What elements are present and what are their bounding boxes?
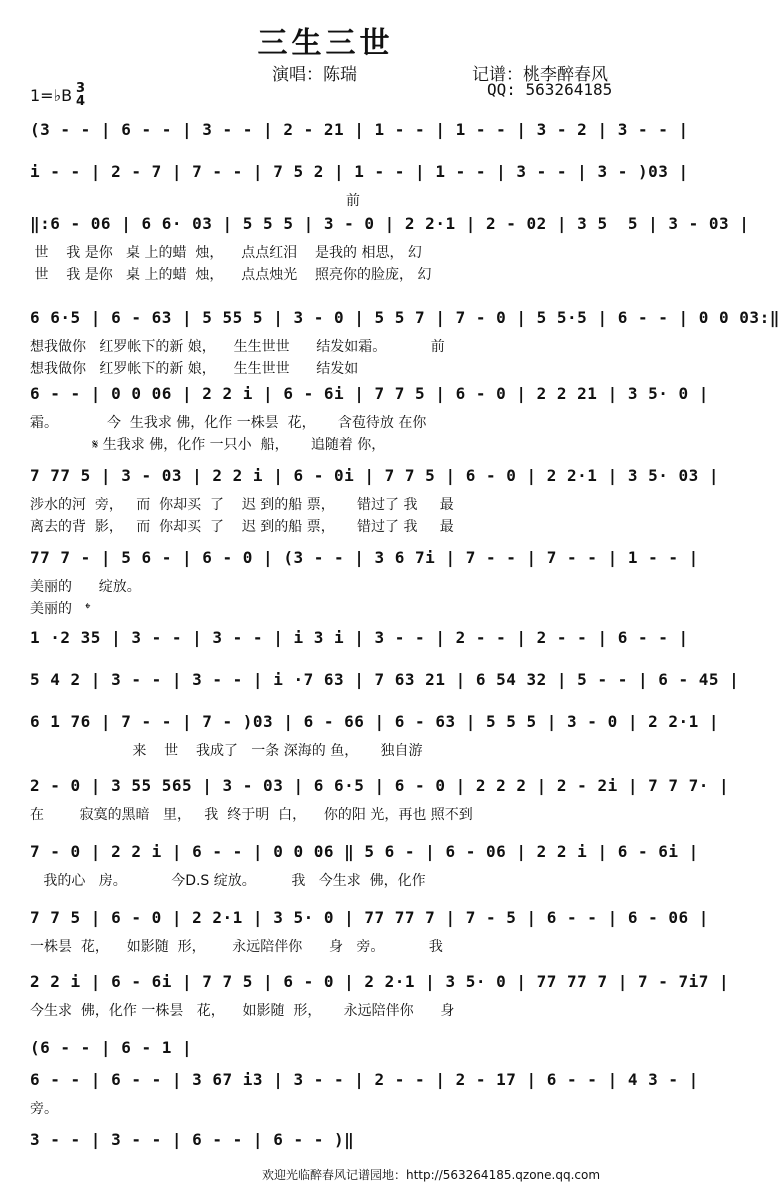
notation-line: 6 - - | 6 - - | 3 67 i3 | 3 - - | 2 - - | 2 - 17 | 6 - - | 4 3 - |	[30, 1070, 699, 1089]
footer-website: 欢迎光临醉春风记谱园地：http://563264185.qzone.qq.com	[262, 1168, 601, 1182]
lyric-line-1: 涉水的河 旁， 而 你却买 了 迟 到的船 票， 错过了 我 最	[30, 497, 454, 513]
notation-line: 6 - - | 0 0 06 | 2 2 i | 6 - 6i | 7 7 5 | 6 - 0 | 2 2 21 | 3 5· 0 |	[30, 384, 709, 403]
notation-line: 2 - 0 | 3 55 565 | 3 - 03 | 6 6·5 | 6 - 0 | 2 2 2 | 2 - 2i | 7 7 7· |	[30, 776, 730, 795]
lyric-line-2: 离去的背 影， 而 你却买 了 迟 到的船 票， 错过了 我 最	[30, 519, 454, 535]
notation-line: ‖:6 - 06 | 6 6· 03 | 5 5 5 | 3 - 0 | 2 2·1 | 2 - 02 | 3 5 5 | 3 - 03 |	[30, 214, 750, 233]
lyric-line-1: 霜。 今 生我求 佛，化作 一株昙 花， 含苞待放 在你	[30, 415, 427, 431]
notation-line: 7 - 0 | 2 2 i | 6 - - | 0 0 06 ‖ 5 6 - | 6 - 06 | 2 2 i | 6 - 6i |	[30, 842, 699, 861]
notation-line: 6 1 76 | 7 - - | 7 - )03 | 6 - 66 | 6 - 63 | 5 5 5 | 3 - 0 | 2 2·1 |	[30, 712, 720, 731]
notation-line: 7 77 5 | 3 - 03 | 2 2 i | 6 - 0i | 7 7 5 | 6 - 0 | 2 2·1 | 3 5· 03 |	[30, 466, 720, 485]
notation-line: i - - | 2 - 7 | 7 - - | 7 5 2 | 1 - - | 1 - - | 3 - - | 3 - )03 |	[30, 162, 689, 181]
key-signature: 1=♭B	[30, 86, 73, 105]
lyric-line-1: 我的心 房。 今D.S 绽放。 我 今生求 佛，化作	[30, 873, 426, 889]
lyric-line-1: 世 我 是你 桌 上的蜡 烛， 点点红泪 是我的 相思， 幻	[30, 245, 422, 261]
lyric-line-1: 美丽的 绽放。	[30, 579, 141, 595]
lyric-line-1: 旁。	[30, 1101, 58, 1117]
notation-line: 7 7 5 | 6 - 0 | 2 2·1 | 3 5· 0 | 77 77 7 | 7 - 5 | 6 - - | 6 - 06 |	[30, 908, 709, 927]
time-signature-bottom: 4	[76, 94, 86, 109]
lyric-line-1: 想我做你 红罗帐下的新 娘， 生生世世 结发如霜。 前	[30, 339, 445, 355]
notation-line: 2 2 i | 6 - 6i | 7 7 5 | 6 - 0 | 2 2·1 | 3 5· 0 | 77 77 7 | 7 - 7i7 |	[30, 972, 730, 991]
lyric-line-1: 前	[30, 193, 360, 209]
lyric-line-2: 美丽的 𝄌	[30, 601, 91, 617]
notation-line: 1 ·2 35 | 3 - - | 3 - - | i 3 i | 3 - - | 2 - - | 2 - - | 6 - - |	[30, 628, 689, 647]
lyric-line-1: 一株昙 花， 如影随 形， 永远陪伴你 身 旁。 我	[30, 939, 443, 955]
notation-line: (3 - - | 6 - - | 3 - - | 2 - 21 | 1 - - | 1 - - | 3 - 2 | 3 - - |	[30, 120, 689, 139]
singer-credit: 演唱：陈瑞	[272, 65, 357, 85]
lyric-line-1: 今生求 佛，化作 一株昙 花， 如影随 形， 永远陪伴你 身	[30, 1003, 455, 1019]
qq-number: QQ: 563264185	[487, 80, 613, 99]
notation-line: 3 - - | 3 - - | 6 - - | 6 - - )‖	[30, 1130, 355, 1149]
lyric-line-1: 在 寂寞的黑暗 里， 我 终于明 白， 你的阳 光，再也 照不到	[30, 807, 473, 823]
time-signature	[76, 82, 85, 108]
lyric-line-2: 𝄋 生我求 佛，化作 一只小 船， 追随着 你，	[30, 437, 386, 453]
lyric-line-2: 世 我 是你 桌 上的蜡 烛， 点点烛光 照亮你的脸庞， 幻	[30, 267, 432, 283]
notation-line: (6 - - | 6 - 1 |	[30, 1038, 193, 1057]
lyric-line-2: 想我做你 红罗帐下的新 娘， 生生世世 结发如	[30, 361, 359, 377]
transcriber-credit: 记谱：桃李醉春风	[472, 65, 608, 85]
song-title: 三生三世	[257, 26, 394, 61]
time-signature-top: 3	[76, 81, 86, 96]
notation-line: 6 6·5 | 6 - 63 | 5 55 5 | 3 - 0 | 5 5 7 | 7 - 0 | 5 5·5 | 6 - - | 0 0 03:‖	[30, 308, 780, 327]
notation-line: 77 7 - | 5 6 - | 6 - 0 | (3 - - | 3 6 7i | 7 - - | 7 - - | 1 - - |	[30, 548, 699, 567]
lyric-line-1: 来 世 我成了 一条 深海的 鱼， 独自游	[30, 743, 423, 759]
notation-line: 5 4 2 | 3 - - | 3 - - | i ·7 63 | 7 63 21 | 6 54 32 | 5 - - | 6 - 45 |	[30, 670, 740, 689]
